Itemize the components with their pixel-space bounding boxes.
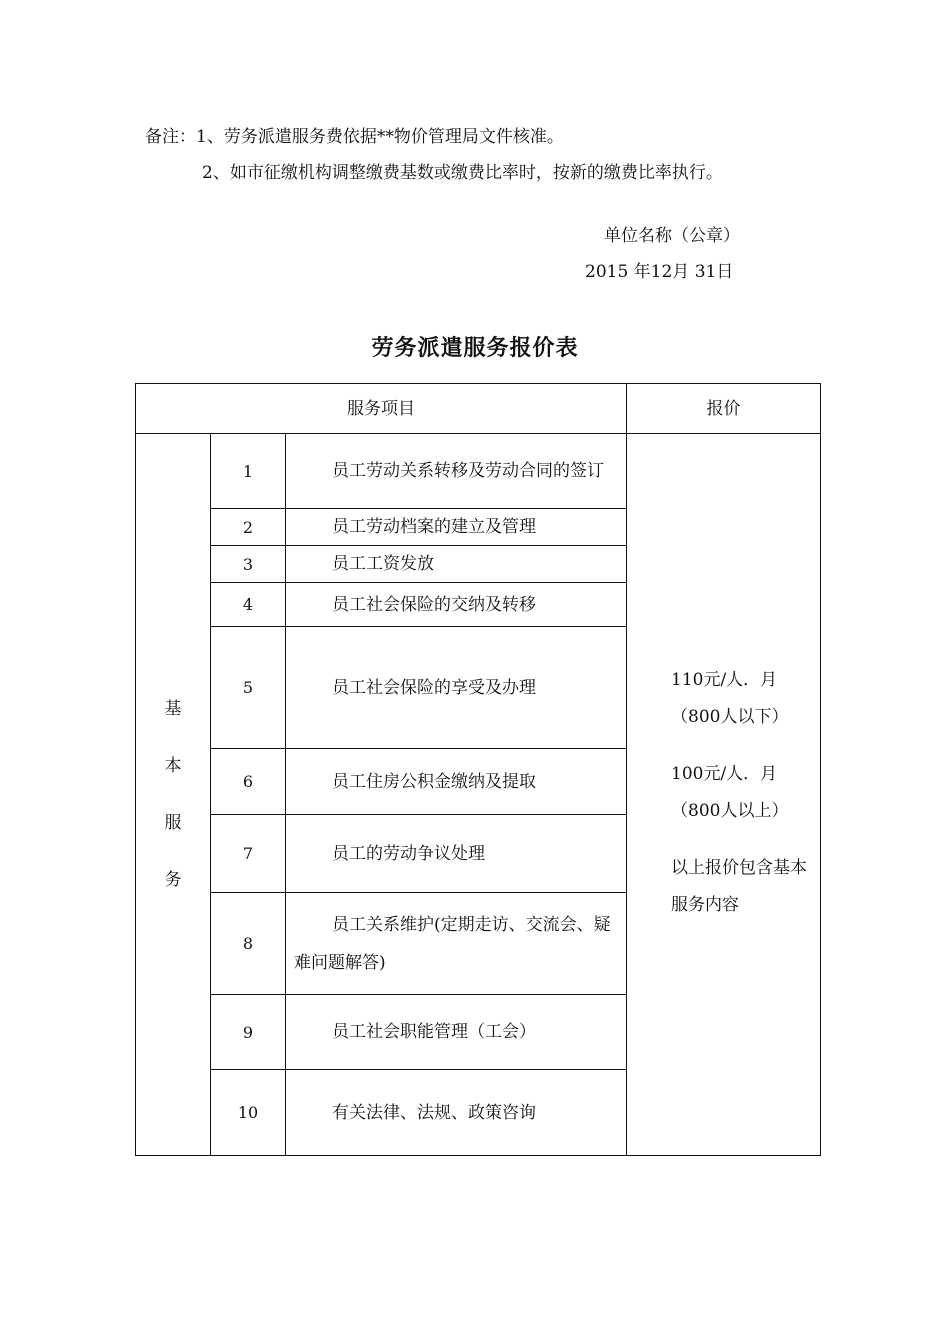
row-item: 员工的劳动争议处理 <box>286 815 627 893</box>
price-condition-1: （800人以下） <box>671 707 789 727</box>
price-condition-2: （800人以上） <box>671 801 789 821</box>
signature-date: 2015 年12月 31日 <box>585 262 734 282</box>
signature-org: 单位名称（公章） <box>604 226 740 246</box>
document-title: 劳务派遣服务报价表 <box>371 335 579 361</box>
row-item: 员工劳动关系转移及劳动合同的签订 <box>286 434 627 509</box>
row-item: 员工劳动档案的建立及管理 <box>286 509 627 546</box>
note-line-2: 2、如市征缴机构调整缴费基数或缴费比率时，按新的缴费比率执行。 <box>202 163 723 183</box>
row-item: 员工社会职能管理（工会） <box>286 995 627 1070</box>
row-item: 员工住房公积金缴纳及提取 <box>286 749 627 815</box>
category-cell <box>136 434 211 1156</box>
price-value-2: 100元/人．月 <box>671 764 778 784</box>
row-item: 员工社会保险的交纳及转移 <box>286 583 627 627</box>
row-number: 1 <box>211 434 286 509</box>
table-row <box>136 434 821 509</box>
header-price: 报价 <box>627 384 821 434</box>
price-spacer <box>671 830 812 850</box>
row-number: 5 <box>211 627 286 749</box>
category-char: 服 <box>164 812 182 833</box>
header-service-item: 服务项目 <box>136 384 627 434</box>
row-number: 4 <box>211 583 286 627</box>
row-number: 9 <box>211 995 286 1070</box>
row-item: 员工关系维护(定期走访、交流会、疑难问题解答) <box>286 893 627 995</box>
row-number: 7 <box>211 815 286 893</box>
category-char: 本 <box>164 755 182 776</box>
row-item: 员工社会保险的享受及办理 <box>286 627 627 749</box>
row-item: 员工工资发放 <box>286 546 627 583</box>
category-char: 务 <box>164 869 182 890</box>
price-spacer <box>671 736 812 756</box>
note-line-1: 备注：1、劳务派遣服务费依据**物价管理局文件核准。 <box>145 127 564 147</box>
price-value-1: 110元/人．月 <box>671 670 778 690</box>
category-char: 基 <box>164 698 182 719</box>
row-number: 3 <box>211 546 286 583</box>
row-number: 10 <box>211 1070 286 1156</box>
price-cell <box>627 434 821 1156</box>
row-number: 2 <box>211 509 286 546</box>
row-number: 8 <box>211 893 286 995</box>
row-number: 6 <box>211 749 286 815</box>
row-item: 有关法律、法规、政策咨询 <box>286 1070 627 1156</box>
quote-table <box>135 383 821 1156</box>
table-header-row <box>136 384 821 434</box>
price-note: 以上报价包含基本服务内容 <box>671 858 807 915</box>
